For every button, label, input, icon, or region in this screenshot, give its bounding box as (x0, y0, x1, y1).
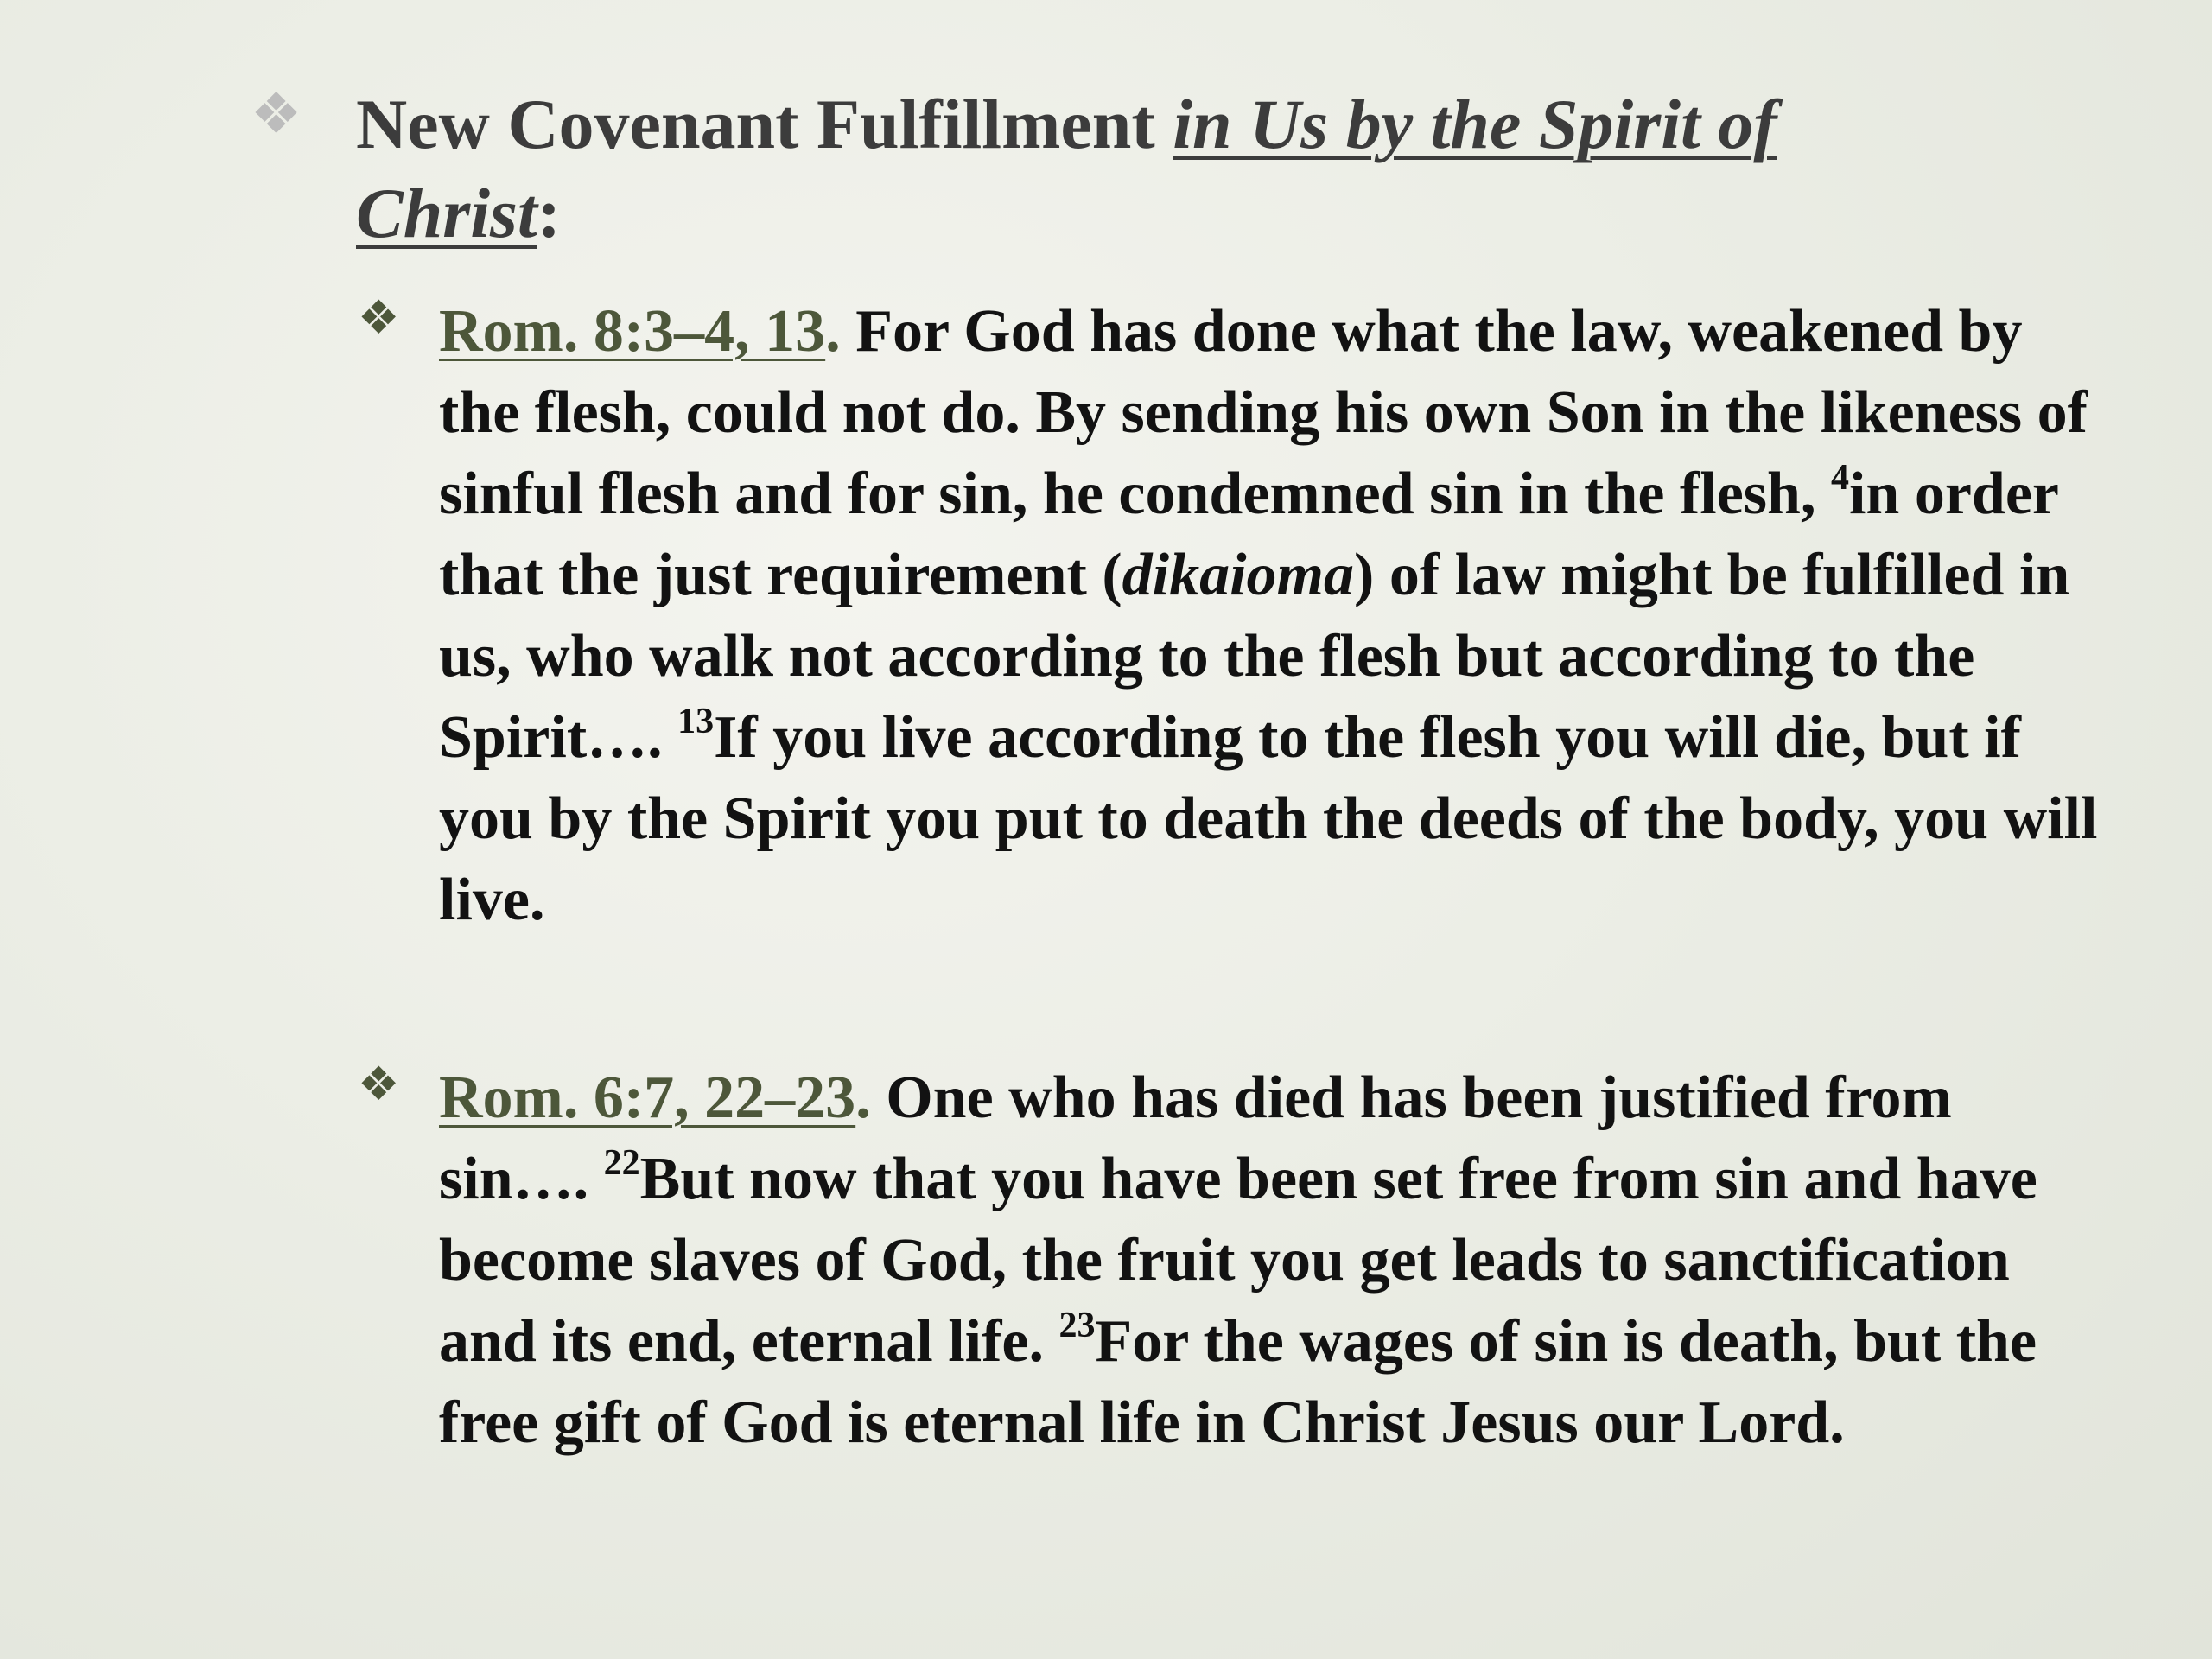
passage-text-part: For the wages of sin is death, but the free gift of God is eternal life in Christ Jesus our Lord. (439, 1308, 2037, 1456)
diamond-bullet-icon: ❖ (358, 1058, 400, 1110)
greek-term: dikaioma (1122, 542, 1355, 608)
heading-emphasis-2: Christ (356, 174, 537, 252)
passage-text-part: One who has died has been justified from sin…. (439, 1065, 1952, 1212)
diamond-bullet-icon: ❖ (358, 292, 400, 344)
heading-emphasis-1: in Us by the Spirit of (1173, 85, 1777, 163)
verse-number: 22 (603, 1143, 640, 1183)
heading-text (356, 79, 2084, 257)
verse-number: 23 (1058, 1306, 1096, 1345)
passage-text (439, 291, 2098, 941)
reference-period: . (825, 298, 841, 365)
verse-number: 4 (1830, 458, 1849, 498)
scripture-reference-link[interactable]: Rom. 6:7, 22–23 (439, 1065, 856, 1131)
passage-text-part: But now that you have been set free from sin and have become slaves of God, the fruit you get leads to sanctification and its end, eternal life. (439, 1146, 2037, 1375)
scripture-reference-link[interactable]: Rom. 8:3–4, 13 (439, 298, 826, 365)
passage-text-part: ) of law might be fulfilled in us, who walk not according to the flesh but according to the Spirit…. (439, 542, 2070, 771)
diamond-bullet-icon: ❖ (251, 83, 302, 146)
passage-text-part: For God has done what the law, weakened by the flesh, could not do. By sending his own Son in the likeness of sinful flesh and for sin, he condemned sin in the flesh, (439, 298, 2088, 527)
verse-number: 13 (677, 702, 715, 741)
heading-colon: : (537, 174, 561, 252)
passage-text-part: If you live according to the flesh you will die, but if you by the Spirit you put to death the deeds of the body, you will live. (439, 704, 2098, 933)
passage-text-part: in order that the just requirement ( (439, 461, 2058, 608)
reference-period: . (855, 1065, 871, 1131)
passage-text (439, 1058, 2098, 1464)
heading-plain: New Covenant Fulfillment (356, 85, 1173, 163)
